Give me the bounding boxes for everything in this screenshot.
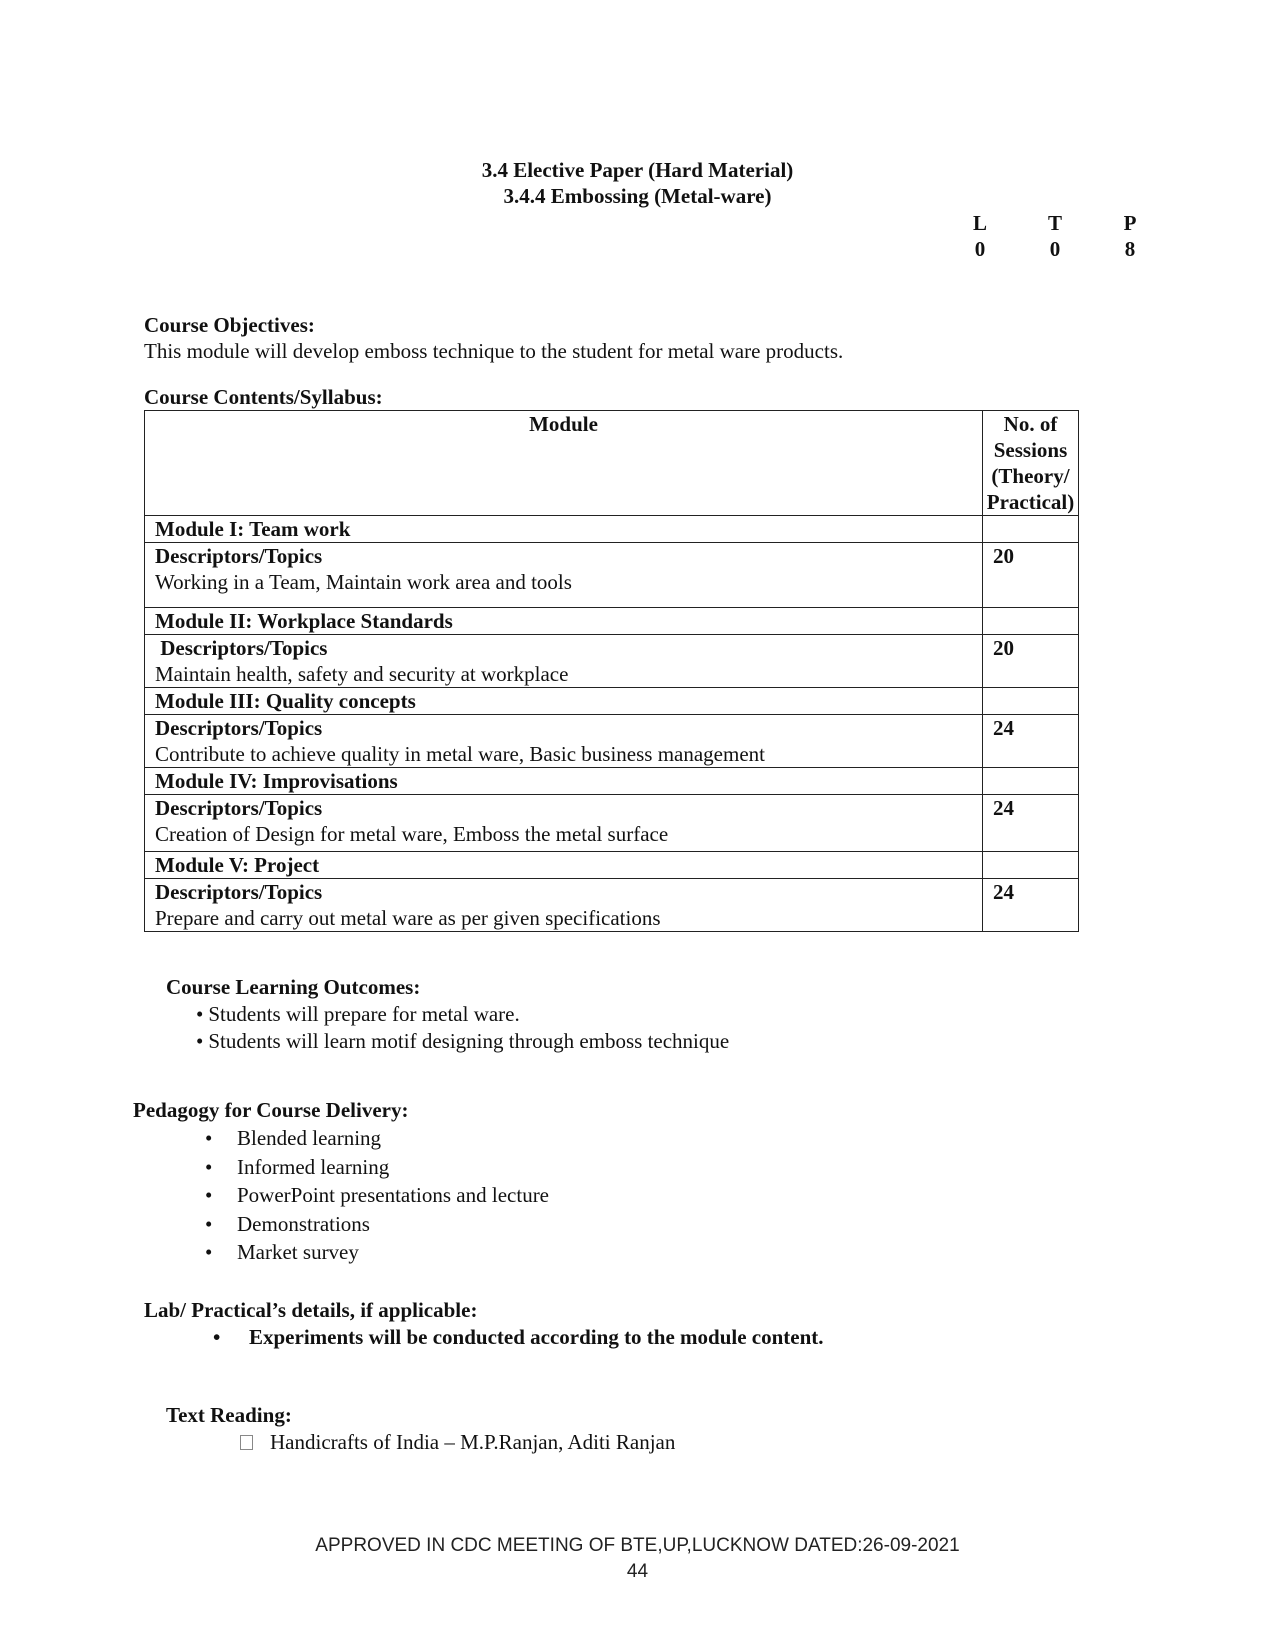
list-item: • PowerPoint presentations and lecture [205, 1181, 549, 1210]
descriptors-label: Descriptors/Topics [155, 636, 328, 660]
ltp-label-l: L [972, 211, 987, 235]
module-title: Module V: Project [145, 852, 983, 879]
reading-item-text: Handicrafts of India – M.P.Ranjan, Aditi Ranjan [270, 1430, 676, 1454]
sessions-header-line: (Theory/ [991, 464, 1070, 488]
module-title: Module IV: Improvisations [145, 768, 983, 795]
syllabus-header-row [145, 411, 1079, 516]
syllabus-heading: Course Contents/Syllabus: [144, 385, 383, 409]
outcomes-heading: Course Learning Outcomes: [166, 975, 421, 999]
descriptors-label: Descriptors/Topics [155, 796, 323, 820]
list-item: • Market survey [205, 1238, 549, 1267]
ltp-block [970, 210, 1140, 262]
reading-list [240, 1430, 675, 1455]
syllabus-table [144, 410, 1079, 932]
objectives-text: This module will develop emboss technique to the student for metal ware products. [144, 339, 844, 363]
sessions-column-header [983, 411, 1079, 516]
module-sessions: 24 [983, 715, 1079, 768]
list-item [240, 1430, 675, 1455]
approval-footer: APPROVED IN CDC MEETING OF BTE,UP,LUCKNOW DATED:26-09-2021 [315, 1535, 960, 1556]
sessions-header-line: Sessions [993, 438, 1068, 462]
descriptors-text: Creation of Design for metal ware, Emboss the metal surface [155, 822, 669, 846]
module-desc-row [145, 543, 1079, 608]
sessions-header-line: No. of [1003, 412, 1058, 436]
reading-heading: Text Reading: [166, 1403, 292, 1427]
ltp-value-l: 0 [974, 237, 986, 261]
module-descriptors [145, 635, 983, 688]
ltp-label-p: P [1123, 211, 1137, 235]
descriptors-label: Descriptors/Topics [155, 716, 323, 740]
module-desc-row [145, 795, 1079, 852]
ltp-values [970, 236, 1140, 262]
descriptors-label: Descriptors/Topics [155, 880, 323, 904]
ltp-value-t: 0 [1049, 237, 1061, 261]
ltp-value-p: 8 [1124, 237, 1136, 261]
page-title: 3.4 Elective Paper (Hard Material) [481, 158, 794, 182]
module-title-row [145, 768, 1079, 795]
module-title-row [145, 688, 1079, 715]
module-descriptors [145, 543, 983, 608]
descriptors-text: Maintain health, safety and security at workplace [155, 662, 569, 686]
descriptors-text: Working in a Team, Maintain work area and tools [155, 570, 572, 594]
list-item: • Demonstrations [205, 1210, 549, 1239]
list-item: • Students will learn motif designing through emboss technique [196, 1028, 729, 1055]
module-title-row [145, 516, 1079, 543]
module-title: Module II: Workplace Standards [145, 608, 983, 635]
checkbox-glyph-icon [240, 1435, 253, 1450]
ltp-label-t: T [1047, 211, 1062, 235]
objectives-heading: Course Objectives: [144, 313, 315, 337]
module-descriptors [145, 795, 983, 852]
page-subtitle: 3.4.4 Embossing (Metal-ware) [503, 184, 772, 208]
module-title-row [145, 608, 1079, 635]
outcomes-list [196, 1001, 729, 1055]
module-sessions: 24 [983, 879, 1079, 932]
module-title-row [145, 852, 1079, 879]
module-sessions: 24 [983, 795, 1079, 852]
module-sessions: 20 [983, 635, 1079, 688]
descriptors-text: Prepare and carry out metal ware as per given specifications [155, 906, 661, 930]
list-item: • Students will prepare for metal ware. [196, 1001, 729, 1028]
lab-heading: Lab/ Practical’s details, if applicable: [144, 1298, 478, 1322]
sessions-header-line: Practical) [986, 490, 1075, 514]
module-column-header: Module [145, 411, 983, 516]
module-title: Module I: Team work [145, 516, 983, 543]
module-title: Module III: Quality concepts [145, 688, 983, 715]
pedagogy-list [205, 1124, 549, 1267]
descriptors-text: Contribute to achieve quality in metal ware, Basic business management [155, 742, 765, 766]
module-desc-row [145, 879, 1079, 932]
list-item: • Informed learning [205, 1153, 549, 1182]
ltp-labels [970, 210, 1140, 236]
list-item: • Blended learning [205, 1124, 549, 1153]
page-number: 44 [626, 1561, 649, 1582]
module-descriptors [145, 715, 983, 768]
module-desc-row [145, 715, 1079, 768]
module-sessions: 20 [983, 543, 1079, 608]
module-desc-row [145, 635, 1079, 688]
module-descriptors [145, 879, 983, 932]
list-item: • Experiments will be conducted according to the module content. [213, 1325, 824, 1350]
pedagogy-heading: Pedagogy for Course Delivery: [133, 1098, 409, 1122]
lab-list [213, 1325, 824, 1350]
descriptors-label: Descriptors/Topics [155, 544, 323, 568]
